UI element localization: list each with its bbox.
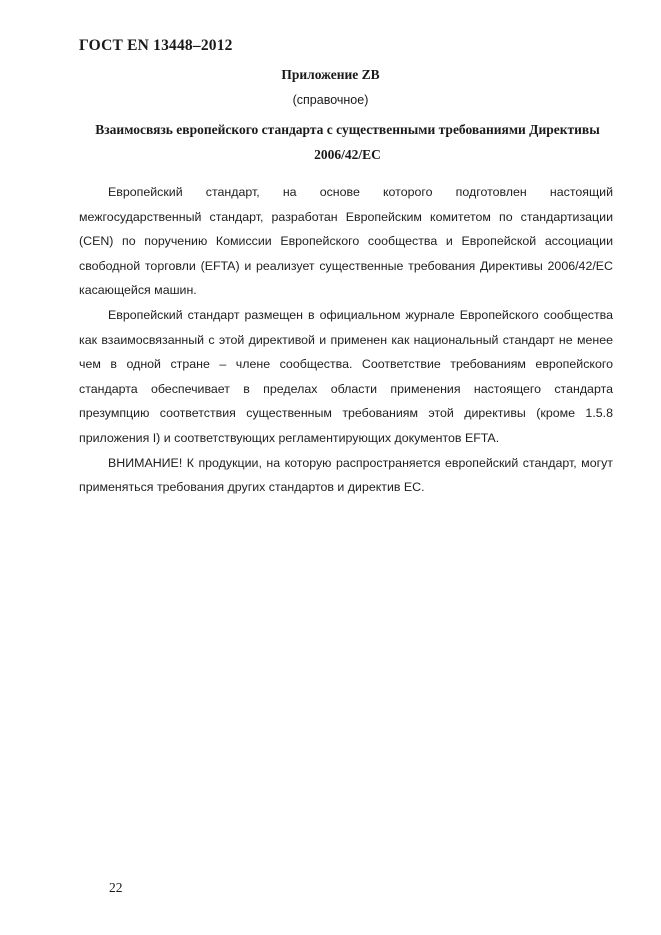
document-code: ГОСТ EN 13448–2012: [79, 37, 233, 54]
annex-heading: Взаимосвязь европейского стандарта с существенными требованиями Директивы 2006/42/ЕС: [95, 122, 600, 162]
annex-status: (справочное): [292, 93, 369, 107]
page-number: 22: [109, 880, 123, 895]
body-text: [79, 180, 613, 500]
paragraph-warning: ВНИМАНИЕ! К продукции, на которую распространяется европейский стандарт, могут применяться требования других стандартов и директив ЕС.: [79, 455, 613, 495]
paragraph-cen-mandate: Европейский стандарт, на основе которого подготовлен настоящий межгосударственный стандарт, разработан Европейским комитетом по стандартизации (CEN) по поручению Комиссии Европейского сообщества и Европейской ассоциации свободной торговли (EFTA) и реализует существенные требования Директивы 2006/42/EC касающейся машин.: [79, 185, 613, 298]
annex-title: Приложение ZB: [281, 67, 380, 82]
paragraph-official-journal: Европейский стандарт размещен в официальном журнале Европейского сообщества как взаимосвязанный с этой директивой и применен как национальный стандарт не менее чем в одной стране – члене сообщества. Соответствие требованиям европейского стандарта обеспечивает в пределах области применения настоящего стандарта презумпцию соответствия существенным требованиям этой директивы (кроме 1.5.8 приложения I) и соответствующих регламентирующих документов EFTA.: [79, 307, 613, 445]
